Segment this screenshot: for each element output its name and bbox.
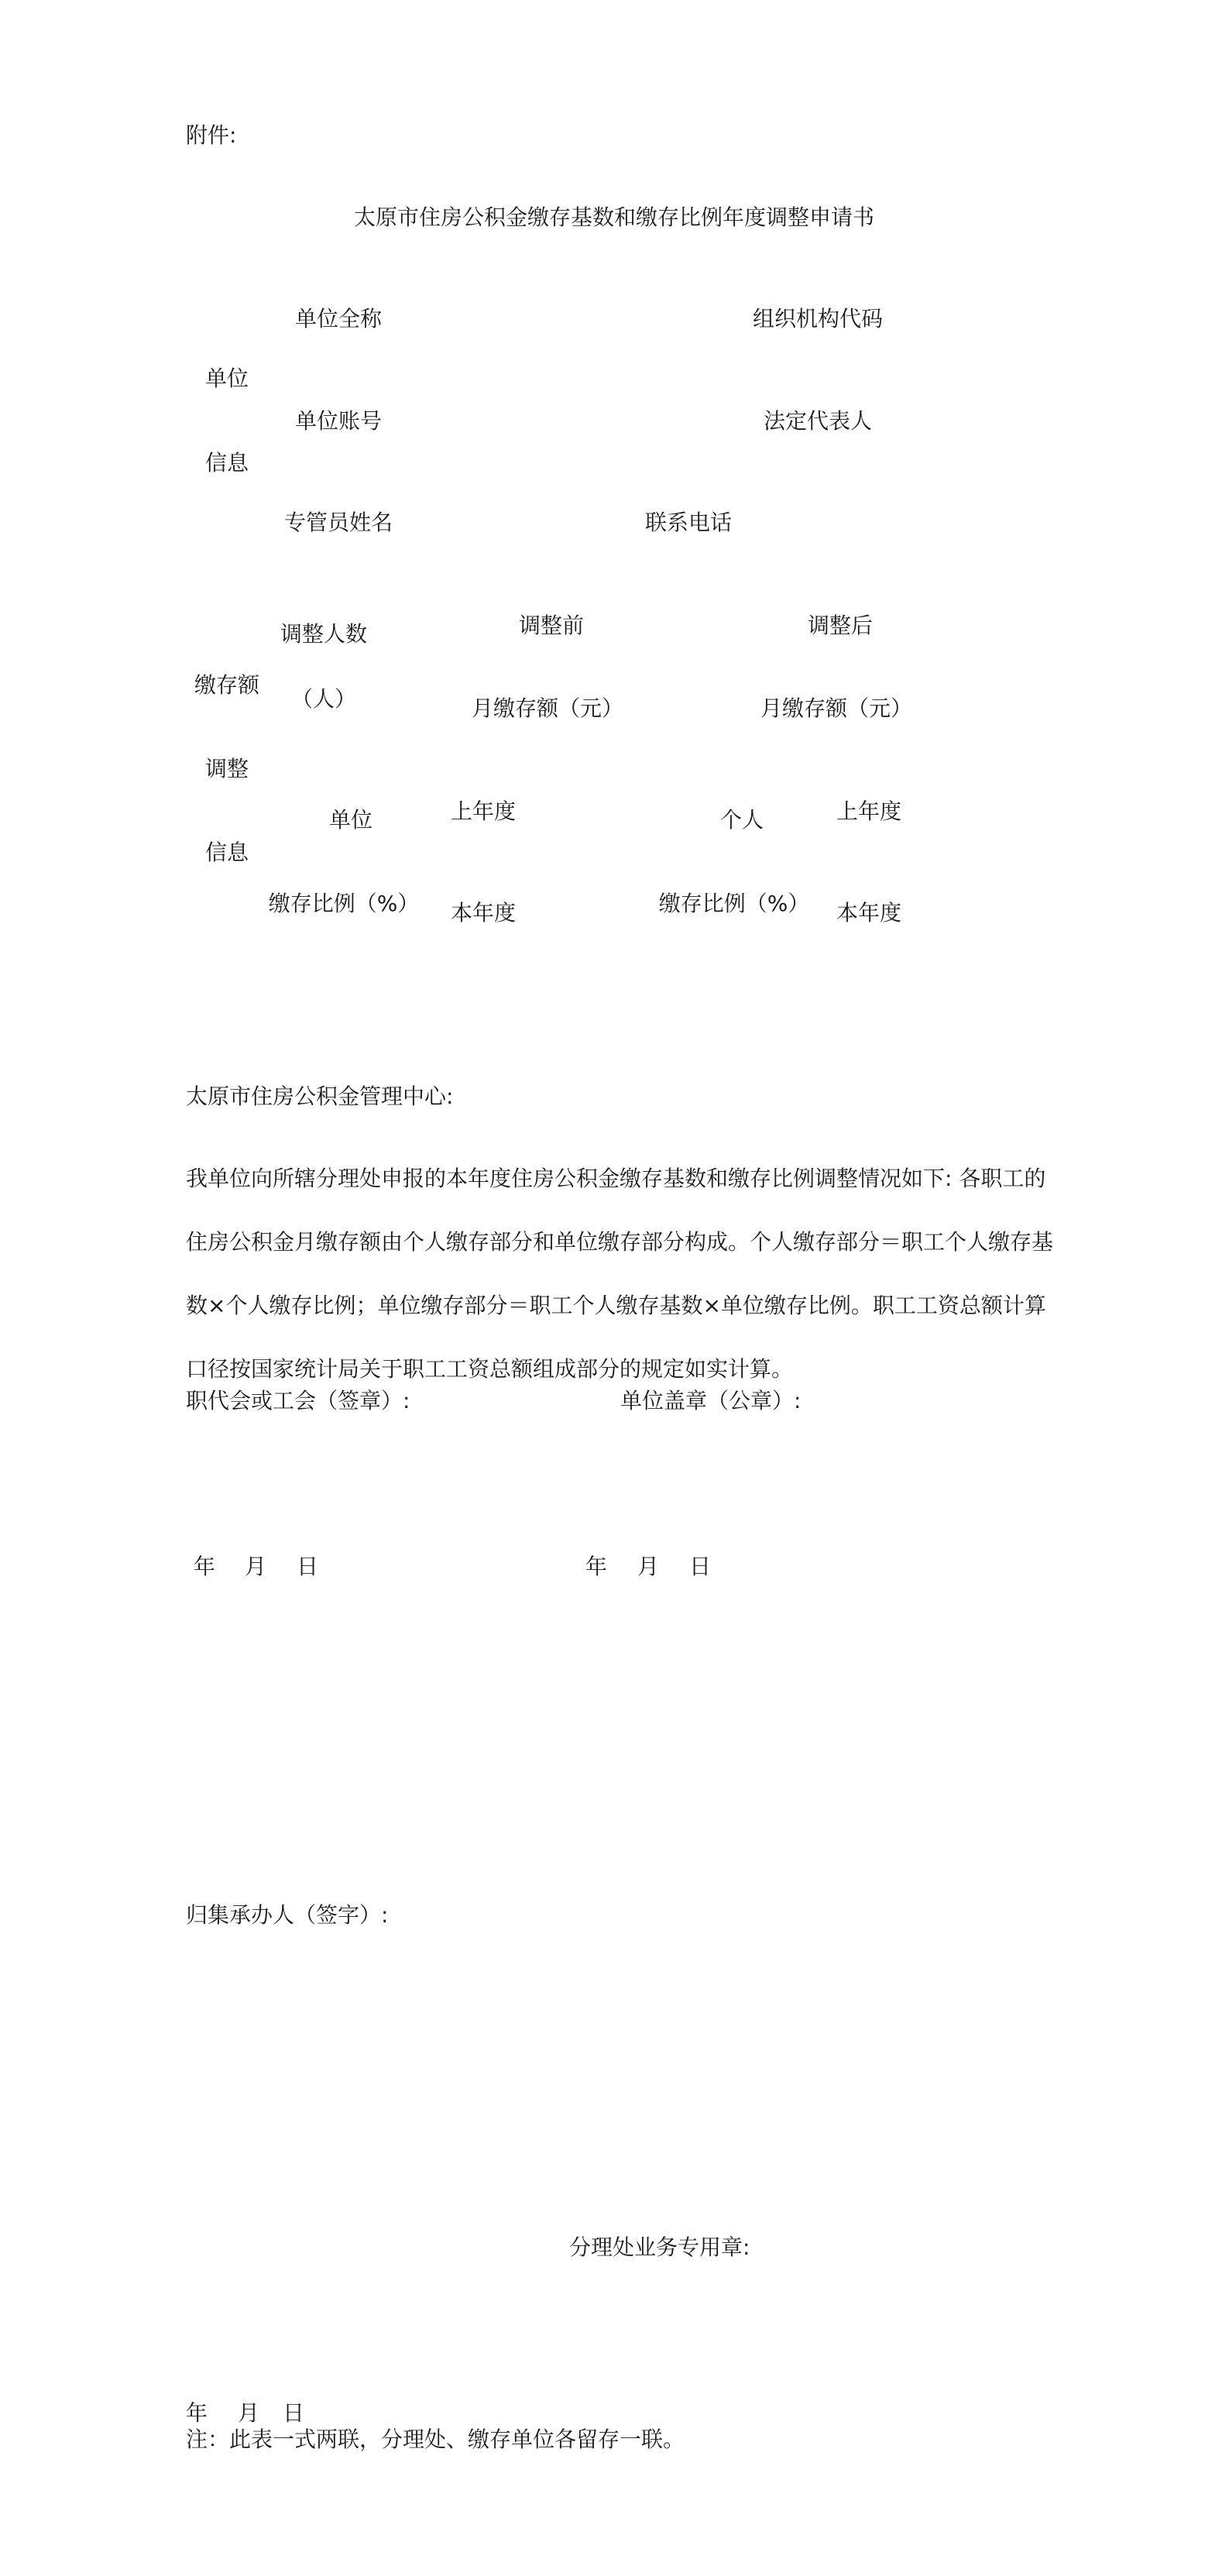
people-count-unit-label: （人）	[290, 686, 357, 712]
unit-account-label: 单位账号	[294, 408, 383, 434]
after-monthly-amount-label: 月缴存额（元）	[760, 696, 913, 721]
declaration-paragraph	[186, 1147, 1054, 1401]
unit-info-group-label: 单位	[205, 366, 249, 391]
branch-seal-label: 分理处业务专用章:	[569, 2234, 750, 2260]
declaration-line: 我单位向所辖分理处申报的本年度住房公积金缴存基数和缴存比例调整情况如下: 各职工的	[186, 1166, 1046, 1191]
before-adjust-label: 调整前	[518, 613, 585, 638]
branch-date-month: 月	[238, 2400, 260, 2426]
declaration-line: 住房公积金月缴存额由个人缴存部分和单位缴存部分构成。个人缴存部分＝职工个人缴存基	[186, 1229, 1054, 1255]
personal-last-year-label: 上年度	[836, 799, 902, 824]
before-monthly-amount-label: 月缴存额（元）	[471, 696, 624, 721]
adjust-group-label-3: 信息	[205, 840, 249, 865]
declaration-line: 口径按国家统计局关于职工工资总额组成部分的规定如实计算。	[186, 1356, 794, 1382]
personal-ratio-percent-label: 缴存比例（%）	[658, 891, 810, 916]
form-title: 太原市住房公积金缴存基数和缴存比例年度调整申请书	[353, 204, 875, 230]
unit-ratio-label: 单位	[328, 807, 373, 833]
union-date-month: 月	[245, 1554, 267, 1579]
branch-date-day: 日	[283, 2400, 305, 2426]
people-count-label: 调整人数	[280, 621, 368, 647]
declaration-line: 数×个人缴存比例；单位缴存部分＝职工个人缴存基数×单位缴存比例。职工工资总额计算	[186, 1293, 1046, 1318]
unit-info-group-label-2: 信息	[205, 450, 249, 476]
union-seal-label: 职代会或工会（签章）:	[186, 1388, 410, 1413]
unit-date-day: 日	[689, 1554, 712, 1579]
unit-full-name-label: 单位全称	[294, 306, 383, 331]
after-adjust-label: 调整后	[807, 613, 874, 638]
adjust-group-label: 缴存额	[194, 672, 260, 698]
unit-date-year: 年	[585, 1554, 608, 1579]
contact-phone-label: 联系电话	[644, 510, 733, 535]
adjust-group-label-2: 调整	[205, 756, 249, 781]
legal-rep-label: 法定代表人	[763, 408, 873, 434]
personal-this-year-label: 本年度	[836, 900, 902, 926]
branch-date-year: 年	[186, 2400, 208, 2426]
personal-ratio-label: 个人	[719, 807, 764, 833]
handler-signature-label: 归集承办人（签字）:	[186, 1902, 389, 1928]
unit-seal-label: 单位盖章（公章）:	[620, 1388, 802, 1413]
unit-this-year-label: 本年度	[450, 900, 517, 926]
union-date-day: 日	[297, 1554, 319, 1579]
addressee: 太原市住房公积金管理中心:	[186, 1084, 454, 1109]
footnote: 注：此表一式两联，分理处、缴存单位各留存一联。	[186, 2427, 685, 2452]
unit-last-year-label: 上年度	[450, 799, 517, 824]
unit-ratio-percent-label: 缴存比例（%）	[268, 891, 420, 916]
manager-name-label: 专管员姓名	[283, 510, 393, 535]
attachment-label: 附件:	[186, 122, 237, 148]
org-code-label: 组织机构代码	[752, 306, 884, 331]
unit-date-month: 月	[637, 1554, 660, 1579]
union-date-year: 年	[194, 1554, 216, 1579]
